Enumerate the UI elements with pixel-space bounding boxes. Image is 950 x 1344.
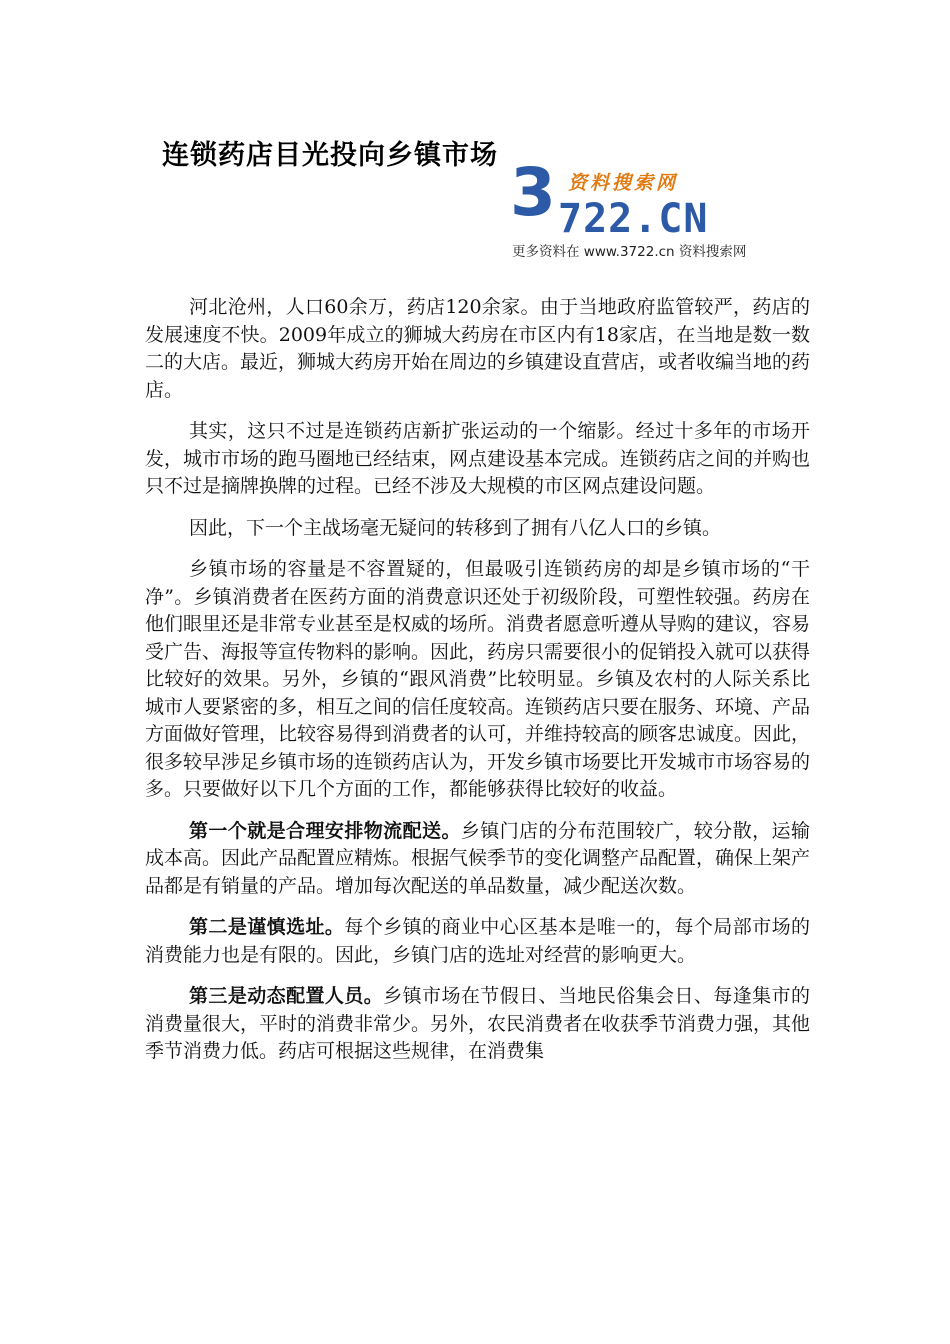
paragraph-text: 乡镇市场在节假日、当地民俗集会日、每逢集市的消费量很大，平时的消费非常少。另外，农民消费者在收获季节消费力强，其他季节消费力低。药店可根据这些规律，在消费集 (145, 985, 811, 1062)
paragraph (145, 983, 810, 1066)
page-title: 连锁药店目光投向乡镇市场 (162, 140, 498, 171)
paragraph (145, 418, 810, 501)
logo-tagline: 资料搜索网 (568, 172, 679, 194)
paragraph-lead: 第二是谨慎选址。 (189, 916, 345, 938)
paragraph-lead: 第一个就是合理安排物流配送。 (189, 819, 461, 842)
logo-subtitle: 更多资料在 www.3722.cn 资料搜索网 (512, 244, 747, 260)
article-body (145, 294, 810, 1080)
paragraph-text: 因此，下一个主战场毫无疑问的转移到了拥有八亿人口的乡镇。 (189, 516, 722, 539)
paragraph-text: 乡镇市场的容量是不容置疑的，但最吸引连锁药房的却是乡镇市场的“干净”。乡镇消费者在医药方面的消费意识还处于初级阶段，可塑性较强。药房在他们眼里还是非常专业甚至是权威的场所。消费者愿意听遵从导购的建议，容易受广告、海报等宣传物料的影响。因此，药房只需要很小的促销投入就可以获得比较好的效果。另外，乡镇的“跟风消费”比较明显。乡镇及农村的人际关系比城市人要紧密的多，相互之间的信任度较高。连锁药店只要在服务、环境、产品方面做好管理，比较容易得到消费者的认可，并维持较高的顾客忠诚度。因此，很多较早涉足乡镇市场的连锁药店认为，开发乡镇市场要比开发城市市场容易的多。只要做好以下几个方面的工作，都能够获得比较好的收益。 (145, 558, 811, 800)
logo-domain: 722.CN (558, 196, 709, 242)
paragraph-text: 每个乡镇的商业中心区基本是唯一的，每个局部市场的消费能力也是有限的。因此，乡镇门店的选址对经营的影响更大。 (145, 916, 810, 966)
paragraph (145, 914, 810, 969)
site-logo[interactable] (508, 154, 788, 262)
paragraph-text: 乡镇门店的分布范围较广，较分散，运输成本高。因此产品配置应精炼。根据气候季节的变化调整产品配置，确保上架产品都是有销量的产品。增加每次配送的单品数量，减少配送次数。 (145, 819, 811, 897)
paragraph-text: 河北沧州，人口60余万，药店120余家。由于当地政府监管较严，药店的发展速度不快。2009年成立的狮城大药房在市区内有18家店，在当地是数一数二的大店。最近，狮城大药房开始在周边的乡镇建设直营店，或者收编当地的药店。 (145, 296, 811, 401)
paragraph-lead: 第三是动态配置人员。 (189, 985, 384, 1007)
logo-number: 3 (510, 154, 556, 231)
paragraph-text: 其实，这只不过是连锁药店新扩张运动的一个缩影。经过十多年的市场开发，城市市场的跑马圈地已经结束，网点建设基本完成。连锁药店之间的并购也只不过是摘牌换牌的过程。已经不涉及大规模的市区网点建设问题。 (145, 420, 811, 497)
paragraph (145, 556, 810, 804)
paragraph (145, 818, 810, 901)
paragraph (145, 515, 810, 543)
paragraph (145, 294, 810, 404)
